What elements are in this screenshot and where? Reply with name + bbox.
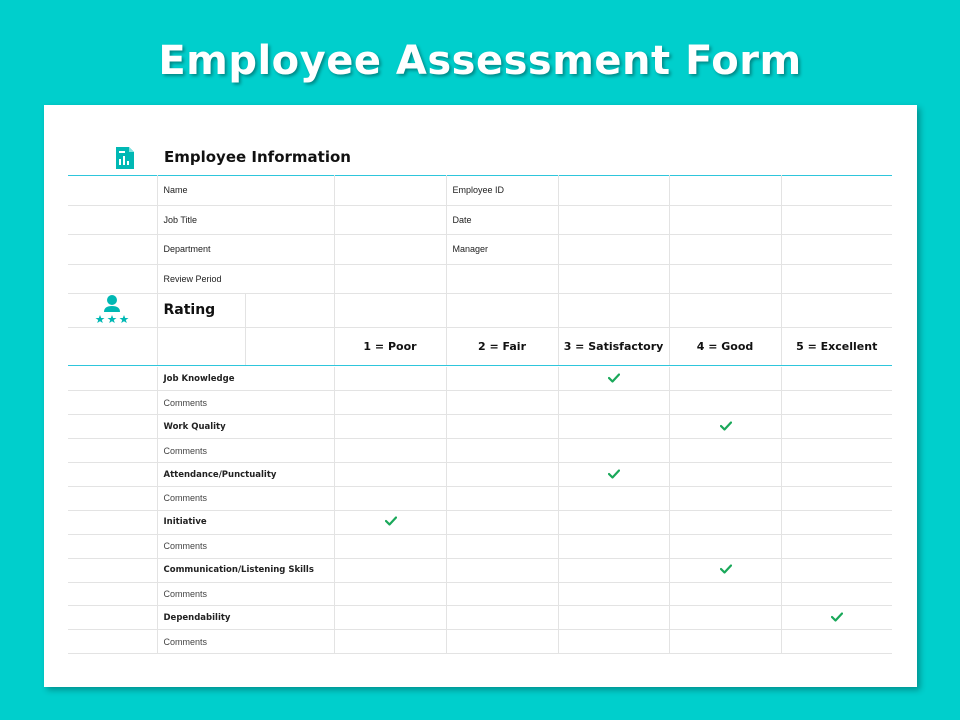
comment-row <box>68 439 892 463</box>
empty-cell <box>68 558 157 582</box>
comment-field[interactable] <box>446 582 558 606</box>
empty-cell <box>669 264 781 294</box>
criterion-name: Job Knowledge <box>157 367 334 391</box>
rating-cell[interactable] <box>446 415 558 439</box>
rating-cell[interactable] <box>558 558 669 582</box>
criterion-name: Work Quality <box>157 415 334 439</box>
criterion-name: Attendance/Punctuality <box>157 463 334 487</box>
empty-cell <box>68 630 157 654</box>
empty-cell <box>68 415 157 439</box>
info-field-value[interactable] <box>558 235 669 265</box>
rating-level-header: 4 = Good <box>669 327 781 365</box>
rating-header-table <box>68 293 892 366</box>
comment-field[interactable] <box>446 630 558 654</box>
rating-cell[interactable] <box>334 367 446 391</box>
rating-cell[interactable] <box>669 606 781 630</box>
comment-label: Comments <box>157 582 334 606</box>
info-field-value[interactable] <box>558 264 669 294</box>
info-section-heading: Employee Information <box>164 148 351 166</box>
rating-cell[interactable] <box>558 606 669 630</box>
person-stars-icon <box>95 294 129 326</box>
comment-field[interactable] <box>781 486 892 510</box>
rating-cell[interactable] <box>558 463 669 487</box>
criterion-name: Communication/Listening Skills <box>157 558 334 582</box>
rating-level-header: 2 = Fair <box>446 327 558 365</box>
rating-level-header: 3 = Satisfactory <box>558 327 669 365</box>
criterion-row <box>68 510 892 534</box>
rating-cell[interactable] <box>781 415 892 439</box>
comment-field[interactable] <box>781 582 892 606</box>
info-field-value[interactable] <box>334 205 446 235</box>
rating-cell[interactable] <box>334 415 446 439</box>
empty-cell <box>68 510 157 534</box>
info-field-value[interactable] <box>334 264 446 294</box>
empty-cell <box>68 367 157 391</box>
rating-cell[interactable] <box>669 463 781 487</box>
rating-cell[interactable] <box>446 510 558 534</box>
rating-cell[interactable] <box>781 510 892 534</box>
comment-field[interactable] <box>669 630 781 654</box>
empty-cell <box>781 264 892 294</box>
rating-heading: Rating <box>157 293 245 327</box>
page-title: Employee Assessment Form <box>158 38 802 84</box>
empty-cell <box>669 176 781 206</box>
comment-label: Comments <box>157 534 334 558</box>
comment-label: Comments <box>157 439 334 463</box>
comment-row <box>68 534 892 558</box>
comment-field[interactable] <box>558 486 669 510</box>
comment-field[interactable] <box>334 534 446 558</box>
comment-field[interactable] <box>446 439 558 463</box>
comment-field[interactable] <box>558 391 669 415</box>
rating-level-header: 5 = Excellent <box>781 327 892 365</box>
empty-cell <box>68 391 157 415</box>
empty-cell <box>669 205 781 235</box>
comment-field[interactable] <box>781 534 892 558</box>
checkmark-icon <box>720 422 731 430</box>
comment-field[interactable] <box>669 391 781 415</box>
comment-field[interactable] <box>446 486 558 510</box>
info-field-label: Manager <box>446 235 558 265</box>
rating-cell[interactable] <box>669 510 781 534</box>
info-row <box>68 235 892 265</box>
comment-field[interactable] <box>446 391 558 415</box>
checkmark-icon <box>720 565 731 573</box>
info-row <box>68 176 892 206</box>
empty-cell <box>781 235 892 265</box>
empty-cell <box>68 176 157 206</box>
comment-field[interactable] <box>669 582 781 606</box>
empty-cell <box>68 463 157 487</box>
empty-cell <box>669 235 781 265</box>
checkmark-icon <box>831 613 842 621</box>
info-row <box>68 264 892 294</box>
criterion-row <box>68 606 892 630</box>
comment-field[interactable] <box>334 391 446 415</box>
empty-cell <box>68 439 157 463</box>
info-field-label <box>446 264 558 294</box>
info-field-label: Date <box>446 205 558 235</box>
rating-cell[interactable] <box>669 415 781 439</box>
employee-info-table <box>68 175 892 294</box>
info-row <box>68 205 892 235</box>
document-chart-icon <box>114 145 144 175</box>
comment-field[interactable] <box>446 534 558 558</box>
rating-cell[interactable] <box>446 606 558 630</box>
rating-cell[interactable] <box>446 463 558 487</box>
comment-field[interactable] <box>558 534 669 558</box>
rating-cell[interactable] <box>669 367 781 391</box>
checkmark-icon <box>385 517 396 525</box>
comment-row <box>68 582 892 606</box>
rating-cell[interactable] <box>446 367 558 391</box>
criterion-row <box>68 463 892 487</box>
criteria-table <box>68 367 892 654</box>
comment-row <box>68 486 892 510</box>
info-field-value[interactable] <box>558 205 669 235</box>
rating-cell[interactable] <box>558 367 669 391</box>
comment-field[interactable] <box>781 439 892 463</box>
rating-cell[interactable] <box>781 606 892 630</box>
info-field-label: Review Period <box>157 264 334 294</box>
empty-cell <box>68 534 157 558</box>
criterion-row <box>68 367 892 391</box>
rating-cell[interactable] <box>781 463 892 487</box>
comment-field[interactable] <box>334 630 446 654</box>
info-field-label: Job Title <box>157 205 334 235</box>
comment-row <box>68 630 892 654</box>
comment-label: Comments <box>157 391 334 415</box>
empty-cell <box>781 176 892 206</box>
rating-cell[interactable] <box>334 510 446 534</box>
assessment-form-card <box>44 105 917 687</box>
comment-field[interactable] <box>669 534 781 558</box>
empty-cell <box>68 205 157 235</box>
comment-field[interactable] <box>781 630 892 654</box>
criterion-name: Initiative <box>157 510 334 534</box>
comment-field[interactable] <box>334 486 446 510</box>
empty-cell <box>68 582 157 606</box>
rating-icon-cell <box>68 293 157 327</box>
comment-field[interactable] <box>334 582 446 606</box>
rating-cell[interactable] <box>558 415 669 439</box>
rating-cell[interactable] <box>781 367 892 391</box>
checkmark-icon <box>608 374 619 382</box>
empty-cell <box>68 235 157 265</box>
info-field-label: Name <box>157 176 334 206</box>
info-field-label: Employee ID <box>446 176 558 206</box>
rating-cell[interactable] <box>334 463 446 487</box>
comment-label: Comments <box>157 630 334 654</box>
comment-field[interactable] <box>669 439 781 463</box>
info-field-value[interactable] <box>558 176 669 206</box>
empty-cell <box>68 606 157 630</box>
rating-cell[interactable] <box>334 606 446 630</box>
rating-cell[interactable] <box>669 558 781 582</box>
comment-field[interactable] <box>781 391 892 415</box>
info-field-value[interactable] <box>334 176 446 206</box>
checkmark-icon <box>608 470 619 478</box>
criterion-row <box>68 415 892 439</box>
comment-field[interactable] <box>334 439 446 463</box>
comment-row <box>68 391 892 415</box>
empty-cell <box>68 486 157 510</box>
rating-cell[interactable] <box>334 558 446 582</box>
comment-label: Comments <box>157 486 334 510</box>
info-field-value[interactable] <box>334 235 446 265</box>
empty-cell <box>781 205 892 235</box>
comment-field[interactable] <box>669 486 781 510</box>
comment-field[interactable] <box>558 439 669 463</box>
rating-cell[interactable] <box>781 558 892 582</box>
rating-level-header: 1 = Poor <box>334 327 446 365</box>
criterion-row <box>68 558 892 582</box>
criterion-name: Dependability <box>157 606 334 630</box>
rating-cell[interactable] <box>558 510 669 534</box>
comment-field[interactable] <box>558 582 669 606</box>
info-field-label: Department <box>157 235 334 265</box>
rating-cell[interactable] <box>446 558 558 582</box>
empty-cell <box>68 264 157 294</box>
comment-field[interactable] <box>558 630 669 654</box>
